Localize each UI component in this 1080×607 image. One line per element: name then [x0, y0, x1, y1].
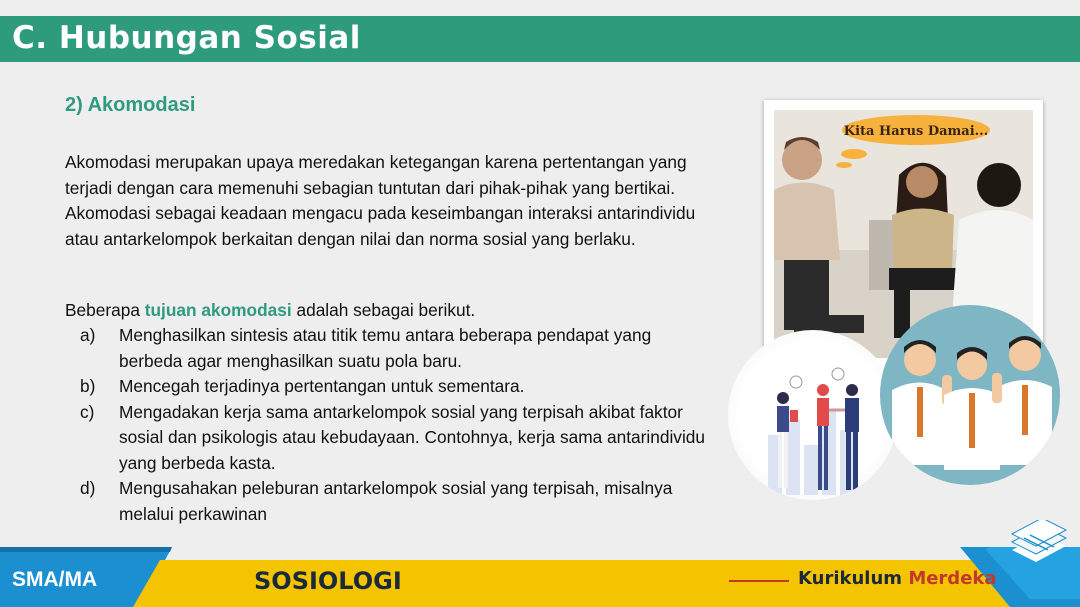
list-intro — [65, 298, 475, 324]
goals-list — [65, 323, 715, 527]
kurikulum-label — [798, 568, 997, 589]
page-title: C. Hubungan Sosial — [12, 20, 361, 56]
list-item-text: Menghasilkan sintesis atau titik temu antara beberapa pendapat yang berbeda agar menghasilkan suatu pola baru. — [119, 325, 652, 371]
people-reconcile-icon — [880, 305, 1060, 485]
kurikulum-word: Kurikulum — [798, 568, 903, 589]
list-item — [65, 400, 715, 477]
speech-bubble-text: Kita Harus Damai... — [843, 124, 989, 139]
list-item — [65, 323, 715, 374]
list-marker: d) — [80, 478, 96, 498]
list-marker: a) — [80, 325, 96, 345]
handshake-icon — [728, 330, 898, 500]
kurikulum-divider — [729, 580, 789, 582]
list-marker: b) — [80, 376, 96, 396]
list-item — [65, 476, 715, 527]
reconcile-illustration — [880, 305, 1060, 485]
section-title: 2) Akomodasi — [65, 94, 196, 116]
merdeka-word: Merdeka — [908, 568, 997, 589]
subject-label: SOSIOLOGI — [254, 567, 402, 595]
list-item — [65, 374, 715, 400]
level-label: SMA/MA — [12, 568, 98, 591]
intro-after: adalah sebagai berikut. — [291, 300, 476, 320]
list-marker: c) — [80, 401, 95, 422]
handshake-illustration — [728, 330, 898, 500]
intro-before: Beberapa — [65, 300, 145, 320]
definition-paragraph: Akomodasi merupakan upaya meredakan ketegangan karena pertentangan yang terjadi dengan cara memenuhi sebagian tuntutan dari pihak-pihak yang bertikai. Akomodasi sebagai keadaan mengacu pada keseimbangan interaksi antarindividu atau antarkelompok berkaitan dengan nilai dan norma sosial yang berlaku. — [65, 152, 696, 249]
books-icon — [1008, 520, 1070, 568]
list-item-text: Mengadakan kerja sama antarkelompok sosial yang terpisah akibat faktor sosial dan psikologis atau kebudayaan. Contohnya, kerja sama antarindividu yang berbeda kasta. — [119, 401, 706, 473]
list-item-text: Mencegah terjadinya pertentangan untuk sementara. — [119, 376, 525, 396]
intro-highlight: tujuan akomodasi — [144, 300, 292, 320]
list-item-text: Mengusahakan peleburan antarkelompok sosial yang terpisah, misalnya melalui perkawinan — [119, 478, 673, 524]
